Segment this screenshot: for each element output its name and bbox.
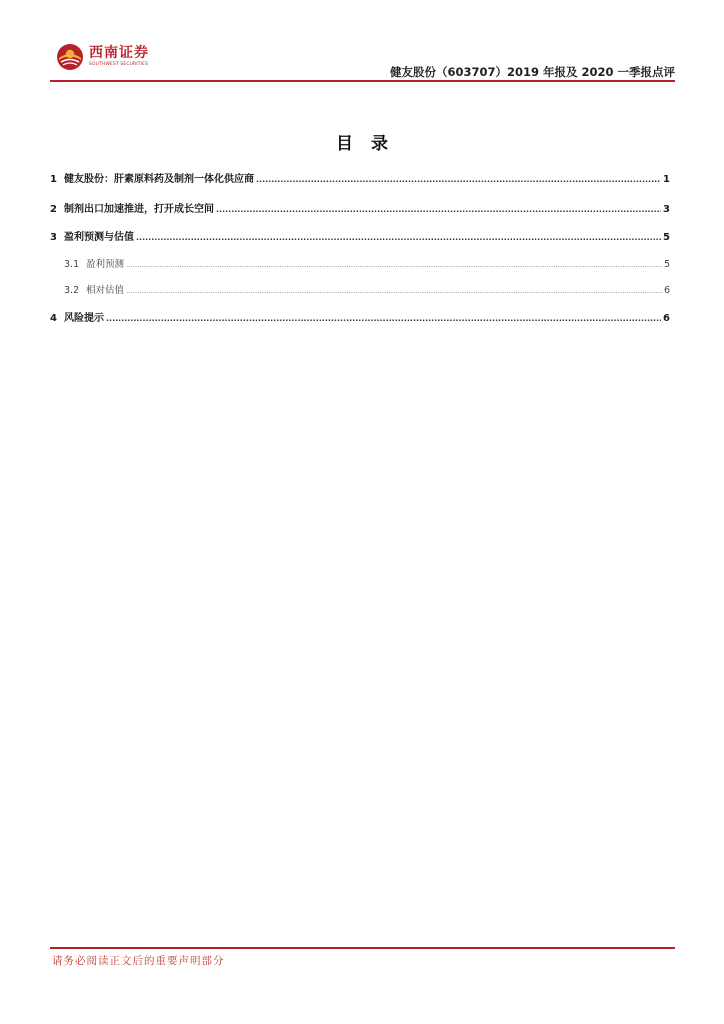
toc-entry-page: 6 <box>663 285 670 296</box>
toc-entry-1[interactable] <box>50 170 670 185</box>
toc-entry-page: 5 <box>663 232 670 243</box>
toc-entry-page: 5 <box>663 259 670 270</box>
report-title: 健友股份（603707）2019 年报及 2020 一季报点评 <box>389 65 675 79</box>
toc-dot-leader <box>256 175 661 184</box>
toc-heading: 目录 <box>336 134 406 154</box>
footer-divider <box>50 947 675 949</box>
toc-entry-number: 3.2 <box>64 285 80 296</box>
toc-entry-4[interactable] <box>50 309 670 324</box>
toc-entry-3-1[interactable] <box>50 256 670 270</box>
toc-entry-number: 1 <box>50 174 57 185</box>
toc-dot-leader <box>126 287 662 295</box>
toc-entry-label: 相对估值 <box>86 285 125 296</box>
toc-entry-page: 6 <box>663 313 670 324</box>
page-header <box>50 38 675 82</box>
toc-entry-3[interactable] <box>50 228 670 243</box>
toc-entry-number: 2 <box>50 204 57 215</box>
toc-entry-label: 盈利预测与估值 <box>64 232 134 243</box>
logo-english-name: SOUTHWEST SECURITIES <box>89 62 149 68</box>
toc-entry-3-2[interactable] <box>50 282 670 296</box>
company-logo <box>55 42 149 72</box>
toc-entry-page: 3 <box>663 204 670 215</box>
footer-disclaimer-notice: 请务必阅读正文后的重要声明部分 <box>52 955 225 967</box>
logo-chinese-name: 西南证券 <box>89 45 149 62</box>
toc-entry-label: 健友股份：肝素原料药及制剂一体化供应商 <box>64 174 254 185</box>
header-divider <box>50 80 675 82</box>
toc-entry-page: 1 <box>663 174 670 185</box>
toc-dot-leader <box>136 233 661 242</box>
toc-entry-2[interactable] <box>50 200 670 215</box>
logo-emblem-icon <box>55 42 85 72</box>
toc-dot-leader <box>126 261 662 269</box>
toc-dot-leader <box>106 314 661 323</box>
toc-entry-number: 3.1 <box>64 259 80 270</box>
toc-dot-leader <box>216 205 661 214</box>
toc-entry-label: 风险提示 <box>64 313 104 324</box>
toc-entry-label: 制剂出口加速推进，打开成长空间 <box>64 204 214 215</box>
toc-entry-number: 4 <box>50 313 57 324</box>
toc-entry-label: 盈利预测 <box>86 259 125 270</box>
toc-entry-number: 3 <box>50 232 57 243</box>
